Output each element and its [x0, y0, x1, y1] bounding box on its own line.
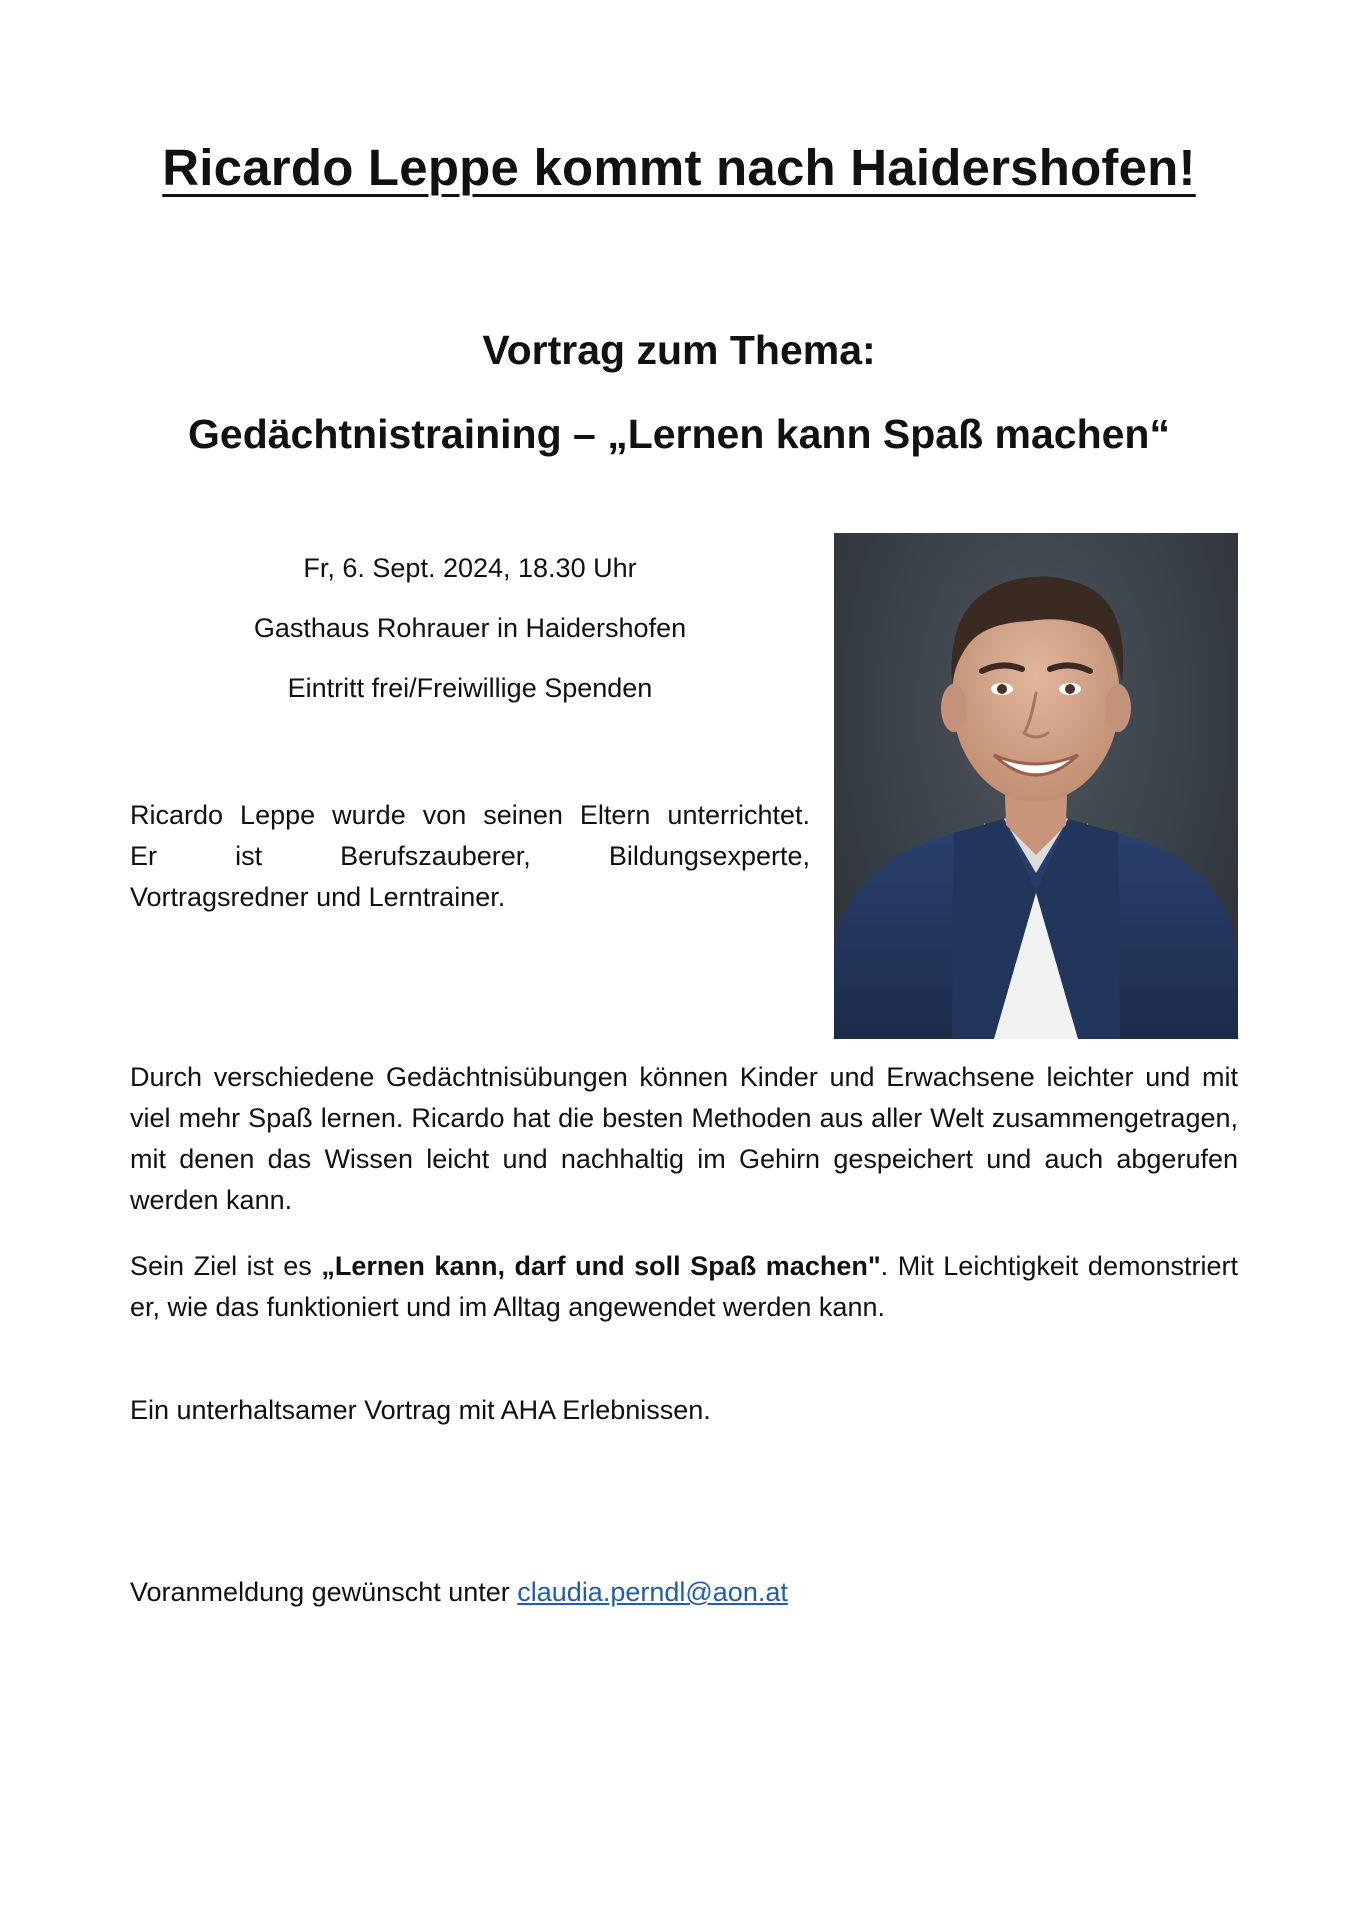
page-title: Ricardo Leppe kommt nach Haidershofen! [162, 139, 1196, 196]
goal-paragraph [130, 1246, 1238, 1328]
event-admission: Eintritt frei/Freiwillige Spenden [287, 673, 653, 703]
goal-text-end: . Mit Leichtigkeit demonstriert er, wie das funktioniert und im Alltag angewendet werden kann. [130, 1251, 1238, 1322]
registration-text: Voranmeldung gewünscht unter [130, 1577, 518, 1607]
speaker-photo [834, 533, 1238, 1039]
goal-text-start: Sein Ziel ist es [130, 1251, 322, 1281]
registration-note [130, 1572, 1238, 1613]
event-location: Gasthaus Rohrauer in Haidershofen [253, 613, 687, 643]
goal-quote: „Lernen kann, darf und soll Spaß machen" [321, 1251, 881, 1281]
description-paragraph: Durch verschiedene Gedächtnisübungen können Kinder und Erwachsene leichter und mit viel mehr Spaß lernen. Ricardo hat die besten Methoden aus aller Welt zusammengetragen, mit denen das Wissen leicht und nachhaltig im Gehirn gespeichert und auch abgerufen werden kann. [130, 1062, 1238, 1215]
contact-email-link[interactable]: claudia.perndl@aon.at [517, 1577, 788, 1607]
lecture-heading: Vortrag zum Thema: [482, 327, 876, 373]
event-date-time: Fr, 6. Sept. 2024, 18.30 Uhr [303, 553, 637, 583]
closing-paragraph: Ein unterhaltsamer Vortrag mit AHA Erlebnissen. [130, 1395, 711, 1425]
lecture-topic: Gedächtnistraining – „Lernen kann Spaß machen“ [188, 411, 1170, 457]
speaker-portrait-illustration [834, 533, 1238, 1039]
bio-line-3: Vortragsredner und Lerntrainer. [130, 882, 506, 912]
bio-line-2: Er ist Berufszauberer, Bildungsexperte, [130, 841, 810, 871]
speaker-bio [130, 795, 810, 918]
bio-line-1: Ricardo Leppe wurde von seinen Eltern unterrichtet. [130, 800, 810, 830]
